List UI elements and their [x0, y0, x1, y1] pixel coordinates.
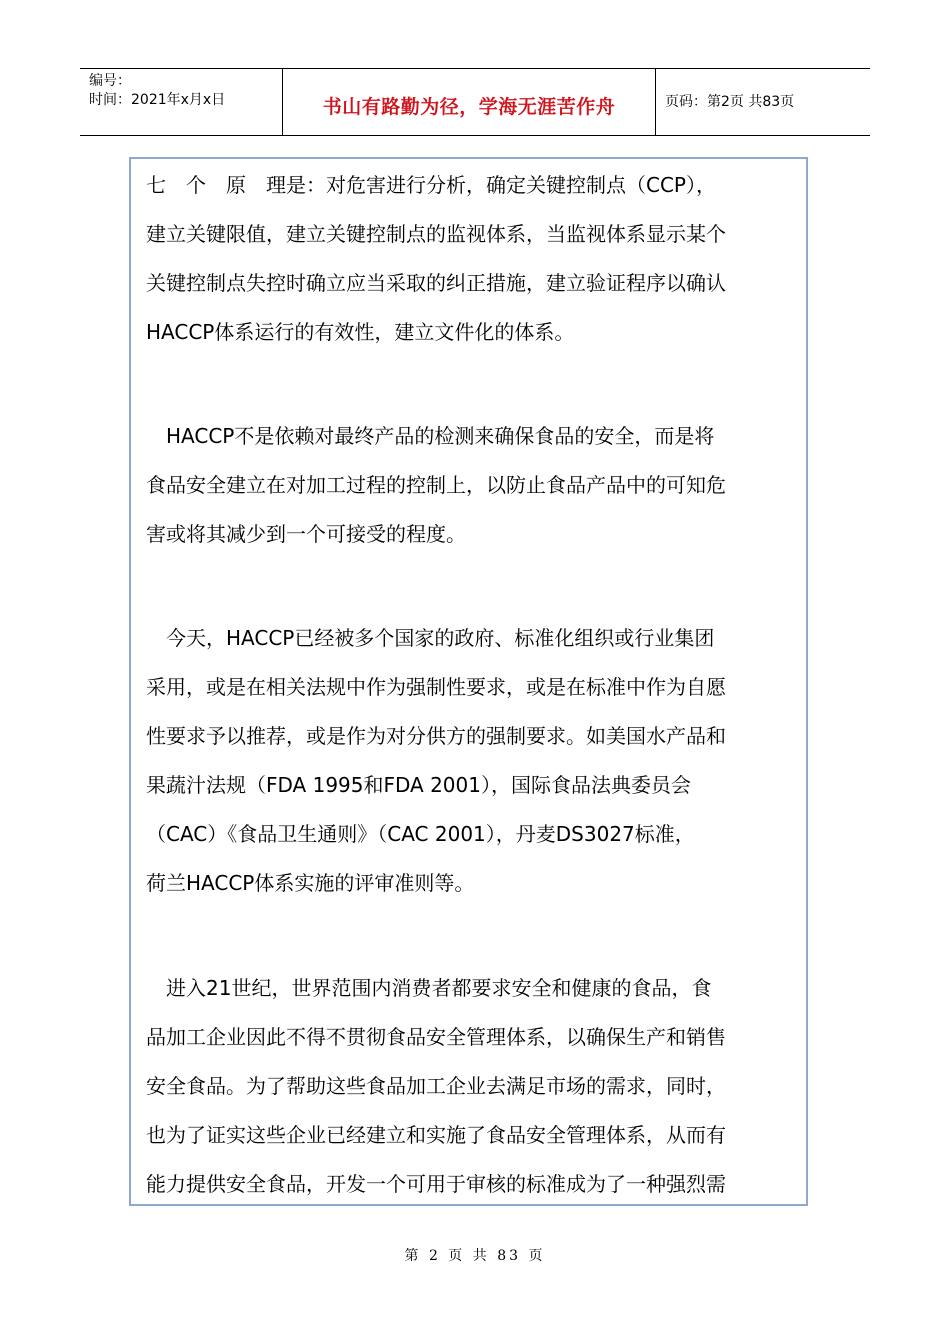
paragraph-line: 七 个 原 理是：对危害进行分析，确定关键控制点（CCP），: [146, 173, 716, 197]
document-date-label: 时间：2021年x月x日: [89, 92, 226, 108]
paragraph-principles: [146, 161, 796, 357]
paragraph-line: 能力提供安全食品，开发一个可用于审核的标准成为了一种强烈需: [146, 1172, 726, 1196]
paragraph-haccp-control: [146, 412, 796, 559]
paragraph-line: 也为了证实这些企业已经建立和实施了食品安全管理体系，从而有: [146, 1123, 726, 1147]
header-motto: 书山有路勤为径，学海无涯苦作舟: [322, 96, 616, 118]
paragraph-21st-century: [146, 964, 796, 1206]
page-footer: 第 2 页 共 83 页: [404, 1248, 546, 1264]
document-number-label: 编号：: [89, 73, 131, 89]
paragraph-line: 关键控制点失控时确立应当采取的纠正措施，建立验证程序以确认: [146, 271, 726, 295]
header-meta-cell: [80, 69, 282, 135]
paragraph-line: 进入21世纪，世界范围内消费者都要求安全和健康的食品，食: [146, 976, 712, 1000]
paragraph-line: 荷兰HACCP体系实施的评审准则等。: [146, 871, 475, 895]
header-page-cell: [656, 69, 870, 135]
paragraph-line: 安全食品。为了帮助这些食品加工企业去满足市场的需求，同时，: [146, 1074, 726, 1098]
paragraph-line: （CAC）《食品卫生通则》（CAC 2001），丹麦DS3027标准，: [146, 822, 695, 846]
paragraph-line: HACCP体系运行的有效性，建立文件化的体系。: [146, 320, 575, 344]
header-page-info: 页码：第2页 共83页: [665, 94, 795, 110]
paragraph-line: 果蔬汁法规（FDA 1995和FDA 2001），国际食品法典委员会: [146, 773, 691, 797]
paragraph-line: 采用，或是在相关法规中作为强制性要求，或是在标准中作为自愿: [146, 675, 726, 699]
document-header: [80, 68, 870, 136]
content-box: [129, 157, 808, 1206]
header-motto-cell: [282, 69, 656, 135]
paragraph-line: 今天，HACCP已经被多个国家的政府、标准化组织或行业集团: [146, 626, 715, 650]
paragraph-adoption: [146, 614, 796, 908]
paragraph-line: 害或将其减少到一个可接受的程度。: [146, 522, 466, 546]
paragraph-line: 建立关键限值，建立关键控制点的监视体系，当监视体系显示某个: [146, 222, 726, 246]
paragraph-line: HACCP不是依赖对最终产品的检测来确保食品的安全，而是将: [146, 424, 715, 448]
paragraph-line: 品加工企业因此不得不贯彻食品安全管理体系，以确保生产和销售: [146, 1025, 726, 1049]
paragraph-line: 性要求予以推荐，或是作为对分供方的强制要求。如美国水产品和: [146, 724, 726, 748]
paragraph-line: 食品安全建立在对加工过程的控制上，以防止食品产品中的可知危: [146, 473, 726, 497]
